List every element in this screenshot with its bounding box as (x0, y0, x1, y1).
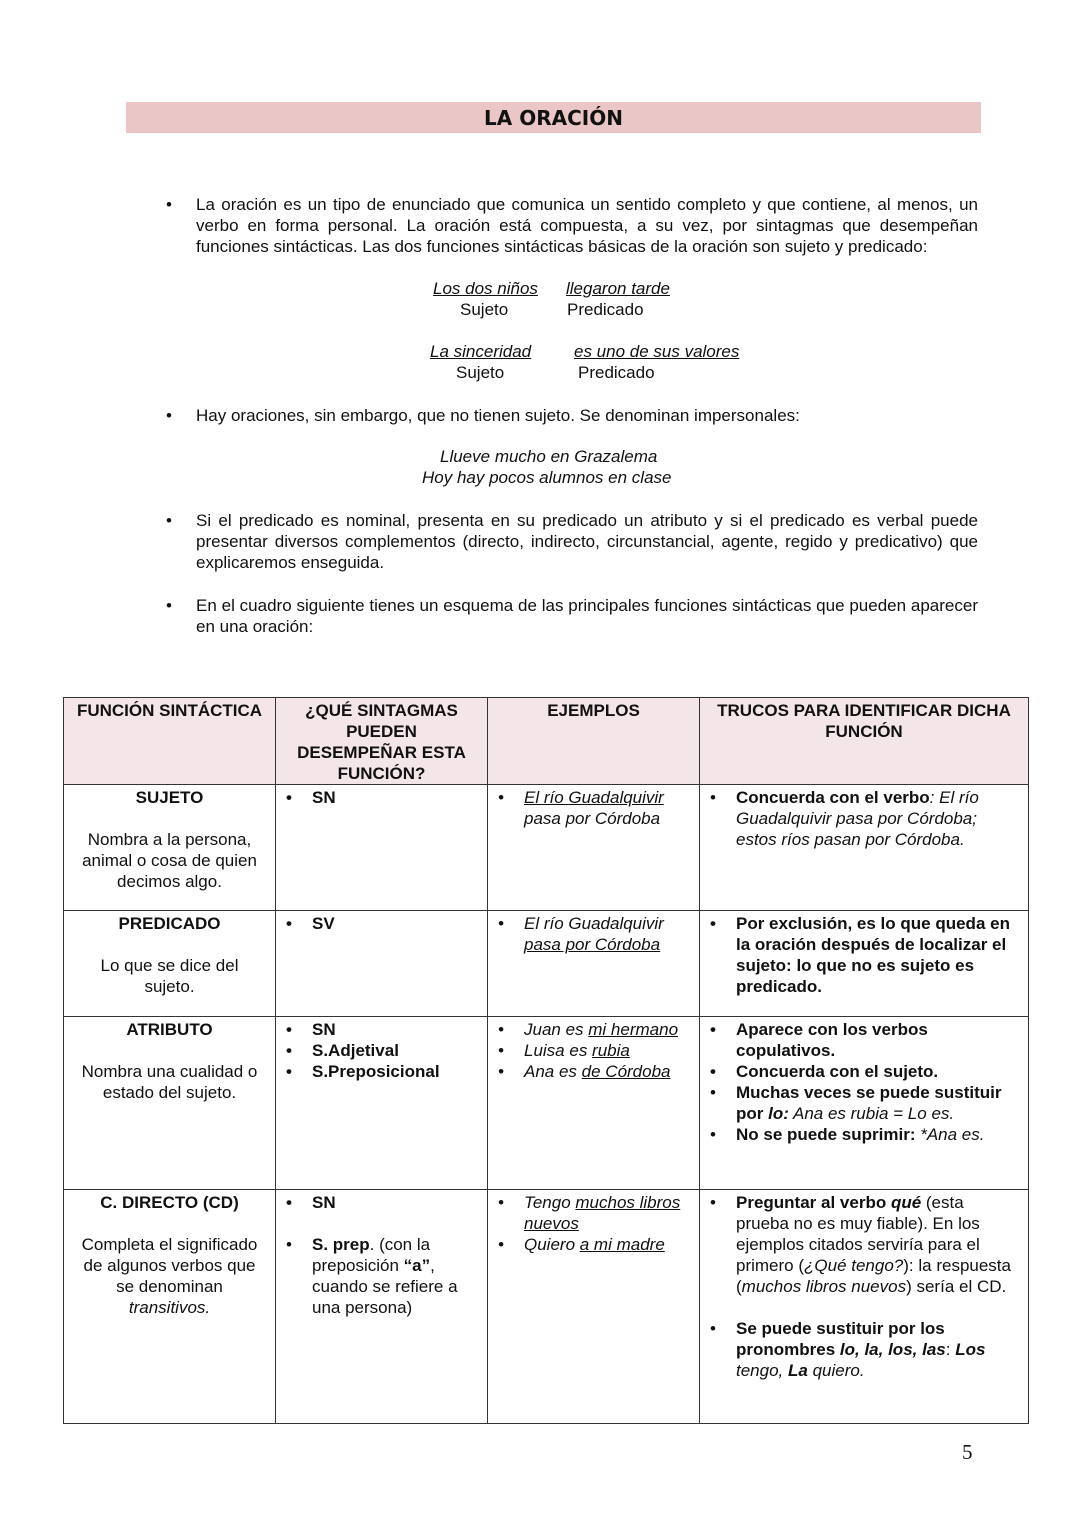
trick-item: • Por exclusión, es lo que queda en la oración después de localizar el sujeto: lo que no es sujeto es predicado. (710, 913, 1018, 997)
table-header-row (64, 698, 1029, 785)
trick-item: • Concuerda con el verbo: El río Guadalquivir pasa por Córdoba; estos ríos pasan por Córdoba. (710, 787, 1018, 850)
syntagma-item: • SV (286, 913, 477, 934)
function-name: PREDICADO (118, 914, 221, 933)
trick-item: • No se puede suprimir: *Ana es. (710, 1124, 1018, 1145)
table-row (64, 1017, 1029, 1190)
syntagma-item: • S.Preposicional (286, 1061, 477, 1082)
table-row (64, 1190, 1029, 1424)
example-item: • Juan es mi hermano (498, 1019, 689, 1040)
intro-paragraph-2: • Hay oraciones, sin embargo, que no tienen sujeto. Se denominan impersonales: (166, 406, 800, 425)
syntagma-item: • S.Adjetival (286, 1040, 477, 1061)
function-description: Completa el significado de algunos verbos que se denominan transitivos. (81, 1235, 258, 1317)
example-1-predicate-label: Predicado (567, 300, 644, 319)
function-description: Nombra una cualidad o estado del sujeto. (81, 1062, 258, 1102)
header-tricks: TRUCOS PARA IDENTIFICAR DICHA FUNCIÓN (700, 698, 1029, 785)
example-1-predicate: llegaron tarde (566, 279, 670, 298)
syntagma-item: • S. prep. (con la preposición “a”, cuando se refiere a una persona) (286, 1234, 477, 1318)
function-description: Lo que se dice del sujeto. (100, 956, 239, 996)
page-number: 5 (962, 1440, 973, 1464)
example-2-subject: La sinceridad (430, 342, 532, 361)
trick-item: • Aparece con los verbos copulativos. (710, 1019, 1018, 1061)
header-examples: EJEMPLOS (488, 698, 700, 785)
syntagma-item: • SN (286, 1192, 477, 1213)
example-item: • Luisa es rubia (498, 1040, 689, 1061)
table-row (64, 911, 1029, 1017)
bullet-icon: • (166, 596, 172, 615)
intro-paragraph-4: • En el cuadro siguiente tienes un esquema de las principales funciones sintácticas que pueden aparecer en una oración: (166, 596, 978, 636)
syntagma-item: • SN (286, 787, 477, 808)
syntagma-item: • SN (286, 1019, 477, 1040)
header-function: FUNCIÓN SINTÁCTICA (64, 698, 276, 785)
example-2-subject-label: Sujeto (456, 363, 505, 382)
function-description: Nombra a la persona, animal o cosa de quien decimos algo. (82, 830, 257, 891)
impersonal-example-2: Hoy hay pocos alumnos en clase (422, 468, 672, 487)
impersonal-example-1: Llueve mucho en Grazalema (440, 447, 658, 466)
example-2-predicate-label: Predicado (578, 363, 655, 382)
bullet-icon: • (166, 511, 172, 530)
function-name: ATRIBUTO (126, 1020, 213, 1039)
example-item: • Quiero a mi madre (498, 1234, 689, 1255)
function-name: C. DIRECTO (CD) (100, 1193, 239, 1212)
intro-paragraph-3: • Si el predicado es nominal, presenta en su predicado un atributo y si el predicado es verbal puede presentar diversos complementos (directo, indirecto, circunstancial, agente, regido y predicativo) que explicaremos enseguida. (166, 511, 978, 572)
trick-item: • Muchas veces se puede sustituir por lo: Ana es rubia = Lo es. (710, 1082, 1018, 1124)
example-1-subject: Los dos niños (433, 279, 538, 298)
example-2-predicate: es uno de sus valores (574, 342, 740, 361)
function-name: SUJETO (135, 788, 204, 807)
table-row (64, 785, 1029, 911)
example-item: • Tengo muchos libros nuevos (498, 1192, 689, 1234)
intro-paragraph-1: • La oración es un tipo de enunciado que comunica un sentido completo y que contiene, al menos, un verbo en forma personal. La oración está compuesta, a su vez, por sintagmas que desempeñan funciones sintácticas. Las dos funciones sintácticas básicas de la oración son sujeto y predicado: (166, 195, 978, 256)
functions-table (63, 697, 1029, 1424)
trick-item: • Se puede sustituir por los pronombres lo, la, los, las: Los tengo, La quiero. (710, 1318, 1018, 1381)
header-syntagmas: ¿QUÉ SINTAGMAS PUEDEN DESEMPEÑAR ESTA FUNCIÓN? (276, 698, 488, 785)
trick-item: • Preguntar al verbo qué (esta prueba no es muy fiable). En los ejemplos citados serviría para el primero (¿Qué tengo?): la respuesta (muchos libros nuevos) sería el CD. (710, 1192, 1018, 1297)
bullet-icon: • (166, 406, 172, 425)
example-item: • El río Guadalquivir pasa por Córdoba (498, 913, 689, 955)
example-item: • El río Guadalquivir pasa por Córdoba (498, 787, 689, 829)
page-title: LA ORACIÓN (126, 102, 981, 133)
example-1-subject-label: Sujeto (460, 300, 509, 319)
bullet-icon: • (166, 195, 172, 214)
trick-item: • Concuerda con el sujeto. (710, 1061, 1018, 1082)
example-item: • Ana es de Córdoba (498, 1061, 689, 1082)
